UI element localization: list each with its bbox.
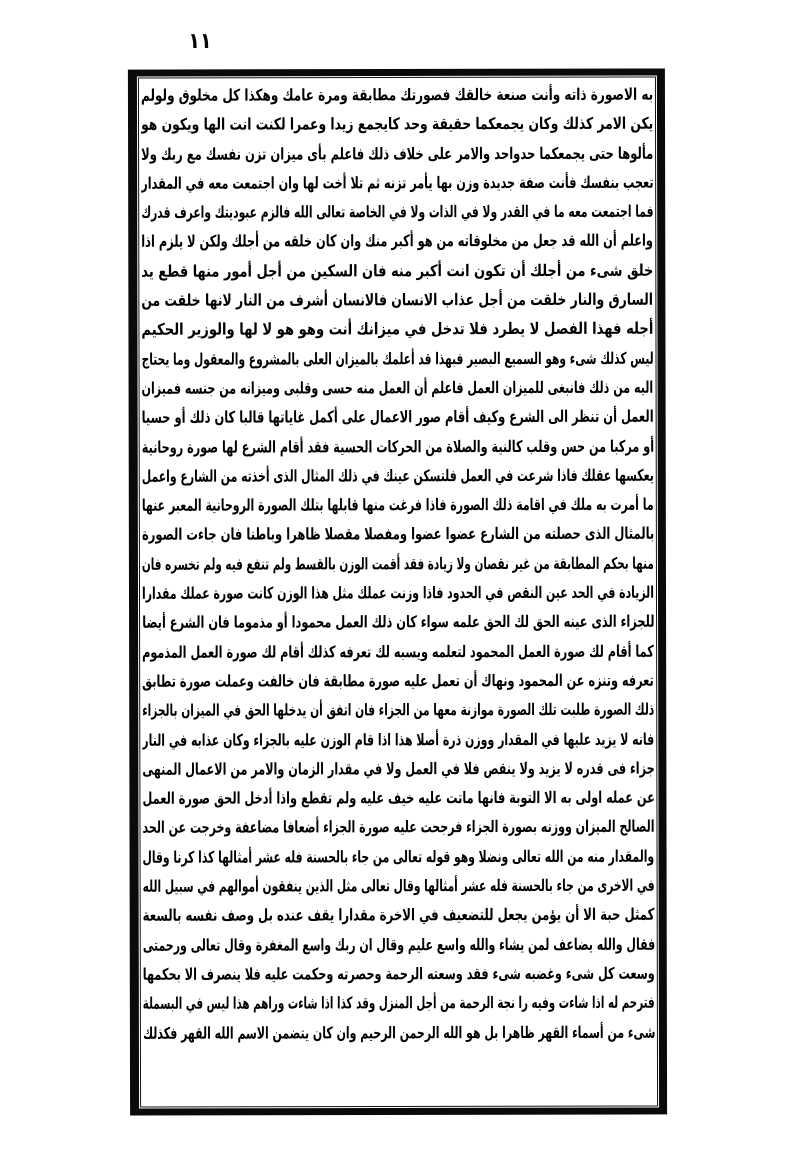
- text-line: [142, 432, 654, 462]
- text-line-content: العمل أن تنظر الى الشرع وكيف أقام صور الاعمال على أكمل غاياتها قالبا كان ذلك أو حسيا: [141, 407, 654, 428]
- text-line: [143, 842, 655, 872]
- text-line-content: للجزاء الذى عينه الحق لك الحق علمه سواء كان ذلك العمل محمودا أو مذموما فان الشرع أيضا: [142, 612, 655, 633]
- text-line: [142, 491, 654, 521]
- text-line-content: الصالح الميزان ووزنه بصورة الجزاء فرجحت عليه صورة الجزاء أضعافا مضاعفة وخرجت عن الحد: [142, 817, 655, 838]
- text-line-content: وسعت كل شىء وغضبه شىء فقد وسعته الرحمة وحصرته وحكمت عليه فلا ينصرف الا بحكمها: [142, 963, 655, 984]
- text-line-content: تعرفه وتنزه عن المحمود ونهاك أن تعمل عليه صورة مطابقة فان خالفت وعملت صورة تطابق: [142, 670, 655, 691]
- text-line-content: فما اجتمعت معه ما في القدر ولا في الذات ولا في الخاصة تعالى الله فالزم عبوديتك واعرف قدرك: [141, 202, 654, 223]
- text-line-content: جزاء فى قدره لا يزيد ولا ينقص فلا في العمل ولا في مقدار الزمان والامر من الاعمال المنهى: [142, 758, 655, 779]
- text-line: [142, 520, 654, 550]
- text-line-content: أو مركبا من حس وقلب كالنية والصلاة من الحركات الحسية فقد أقام الشرع لها صورة روحانية: [141, 436, 654, 457]
- text-line-content: منها بحكم المطابقة من غير نقصان ولا زيادة فقد أقمت الوزن بالقسط ولم تنفع فيه ولم تخسره فان: [142, 553, 654, 574]
- text-line: [143, 1018, 655, 1048]
- text-line: [143, 989, 655, 1019]
- text-line: [142, 813, 654, 843]
- text-line-content: ذلك الصورة طلبت تلك الصورة موازنة معها من الجزاء فان اتفق أن يدخلها الحق في الميزان بالجزاء: [142, 700, 655, 721]
- text-line: [142, 784, 654, 814]
- text-line-content: كما أقام لك صورة العمل المحمود لتعلمه ويسبه لك تعرفه كذلك أقام لك صورة العمل المذموم: [142, 641, 655, 662]
- text-line: [141, 168, 653, 198]
- text-line-content: خلق شىء من أجلك أن تكون انت أكبر منه فان السكين من أجل أمور منها قطع يد: [141, 260, 654, 281]
- text-line: [142, 549, 654, 579]
- text-line: [142, 637, 654, 667]
- text-line-content: فترحم له اذا شاءت وفيه را نجة الرحمة من أجل المنزل وقد كذا اذا شاءت وراهم هذا ليس في البسملة: [143, 993, 655, 1014]
- text-line-content: الزيادة في الحد عين النقص في الحدود فاذا وزنت عملك مثل هذا الوزن كانت صورة عملك مقدارا: [142, 582, 655, 604]
- text-line-content: عن عمله اولى به الا التوبة فانها ماتت عليه خيف عليه ولم تقطع واذا أدخل الحق صورة العمل: [142, 788, 655, 809]
- text-line: [142, 754, 654, 784]
- text-line: [142, 579, 654, 609]
- text-line: [142, 725, 654, 755]
- text-line-content: به الاصورة ذاته وأنت صنعة خالقك فصورتك مطابقة ومرة عامك وهكذا كل مخلوق ولولم: [140, 84, 653, 106]
- text-line-content: السارق والنار خلقت من أجل عذاب الانسان فالانسان أشرف من النار لانها خلقت من: [141, 289, 654, 311]
- text-line: [143, 959, 655, 989]
- text-line: [142, 666, 654, 696]
- text-line: [141, 286, 653, 316]
- text-line: [143, 871, 655, 901]
- text-line-content: فانه لا يزيد عليها في المقدار ووزن ذرة أصلا هذا اذا قام الوزن عليه بالجزاء وكان عذابه في النار: [142, 729, 655, 750]
- text-line-content: يعكسها عقلك فاذا شرعت في العمل فلتسكن عينك في ذلك المثال الذى أخذته من الشارع واعمل: [141, 465, 654, 486]
- text-line-content: شىء من أسماء القهر ظاهرا بل هو الله الرحمن الرحيم وان كان يتضمن الاسم الله القهر فكذلك: [142, 1022, 655, 1043]
- text-line: [142, 696, 654, 726]
- text-line: [141, 315, 653, 345]
- text-line-content: بالمثال الذى حصلته من الشارع عضوا عضوا ومفصلا مقصلا ظاهرا وباطنا فان جاءت الصورة: [141, 524, 654, 545]
- text-line: [141, 256, 653, 286]
- manuscript-text-body: [138, 78, 658, 1105]
- text-line-content: تعجب بنفسك فأنت صفة جديدة وزن بها يأمر تزنه ثم تلا أخت لها وان اجتمعت معه في المقدار: [141, 172, 654, 193]
- text-line-content: والمقدار منه من الله تعالى ونضلا وهو قوله تعالى من جاء بالحسنة فله عشر أمثالها كذا كرنا وقال: [142, 846, 655, 867]
- text-line: [142, 461, 654, 491]
- text-line-content: ما أمرت به ملك في اقامة ذلك الصورة فاذا فرغت منها قابلها بتلك الصورة الروحانية المعبر عنها: [141, 495, 654, 516]
- text-line-content: ليس كذلك شىء وهو السميع البصير فبهذا قد أعلمك بالميزان العلى بالمشروع والمعقول وما يحتاج: [141, 348, 654, 369]
- text-line: [142, 403, 654, 433]
- text-line: [141, 344, 653, 374]
- text-line: [143, 930, 655, 960]
- text-line: [142, 373, 654, 403]
- text-line-content: اليه من ذلك فانبغى للميزان العمل فاعلم أن العمل منه حسى وقلبى وميزانه من جنسه فميزان: [141, 377, 654, 399]
- text-line: [142, 608, 654, 638]
- text-line-content: في الاخرى من جاء بالحسنة فله عشر أمثالها وقال تعالى مثل الذين ينفقون أموالهم في سبيل الله: [142, 875, 655, 897]
- text-line: [143, 901, 655, 931]
- text-line-content: مألوها حتى يجمعكما حدواحد والامر على خلاف ذلك فاعلم بأى ميزان تزن نفسك مع ربك ولا: [141, 143, 654, 164]
- text-line: [141, 198, 653, 228]
- text-line-content: يكن الامر كذلك وكان يجمعكما حقيقة وحد كايجمع زيدا وعمرا لكنت انت الها ويكون هو: [140, 114, 654, 135]
- text-line-content: أجله فهذا الفصل لا يطرد فلا تدخل في ميزانك أنت وهو هو لا لها والوزير الحكيم: [141, 319, 654, 340]
- text-line-content: فقال والله يضاعف لمن يشاء والله واسع عليم وقال ان ربك واسع المغفرة وقال تعالى ورحمتى: [142, 934, 655, 955]
- text-line: [141, 80, 653, 110]
- text-line: [141, 227, 653, 257]
- text-line: [141, 139, 653, 169]
- text-line-content: كمثل حبة الا أن يؤمن يجعل للتضعيف في الاخرة مقدارا يقف عنده بل وصف نفسه بالسعة: [142, 905, 655, 926]
- text-line: [141, 110, 653, 140]
- text-line-content: واعلم أن الله قد جعل من مخلوقاته من هو أكبر منك وان كان خلقه من أجلك ولكن لا يلزم اذا: [141, 231, 654, 252]
- page-number: ١١: [188, 28, 212, 54]
